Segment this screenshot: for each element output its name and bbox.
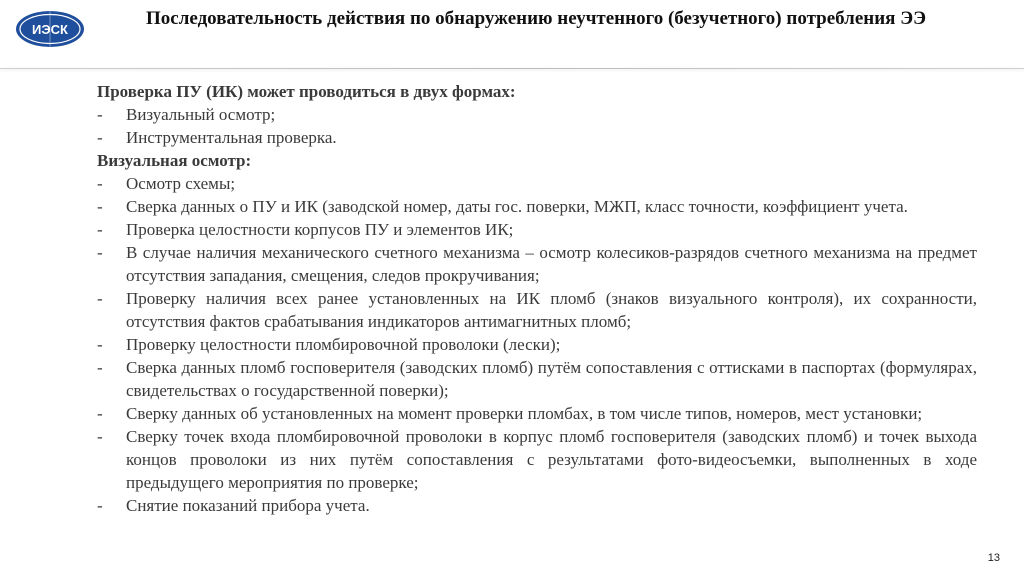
list-item: - Проверку наличия всех ранее установленных на ИК пломб (знаков визуального контроля), их сохранности, отсутствия фактов срабатывания индикаторов антимагнитных пломб;: [97, 289, 977, 331]
list-item: - Инструментальная проверка.: [97, 128, 337, 147]
list-item: - В случае наличия механического счетного механизма – осмотр колесиков-разрядов счетного механизма на предмет отсутствия западания, смещения, следов прокручивания;: [97, 243, 977, 285]
page-number: 13: [987, 552, 1000, 564]
list-item: - Проверка целостности корпусов ПУ и элементов ИК;: [97, 220, 514, 239]
list-item: - Снятие показаний прибора учета.: [97, 496, 370, 515]
list-item: - Сверку точек входа пломбировочной проволоки в корпус пломб госповерителя (заводских пломб) и точек выхода концов проволоки из них путём сопоставления с результатами фото-видеосъемки, выполненных в ходе предыдущего мероприятия по проверке;: [97, 427, 977, 492]
logo-text: ИЭСК: [32, 22, 68, 37]
list-item: - Сверка данных пломб госповерителя (заводских пломб) путём сопоставления с оттисками в паспортах (формулярах, свидетельствах о государственной поверки);: [97, 358, 977, 400]
slide-title: Последовательность действия по обнаружению неучтенного (безучетного) потребления ЭЭ: [146, 8, 926, 29]
list-item: - Проверку целостности пломбировочной проволоки (лески);: [97, 335, 561, 354]
title-divider: [0, 68, 1024, 69]
list-item: - Сверку данных об установленных на момент проверки пломбах, в том числе типов, номеров, мест установки;: [97, 404, 923, 423]
list-item: - Осмотр схемы;: [97, 174, 236, 193]
section-heading-forms: Проверка ПУ (ИК) может проводиться в двух формах:: [97, 82, 516, 101]
list-item: - Сверка данных о ПУ и ИК (заводской номер, даты гос. поверки, МЖП, класс точности, коэффициент учета.: [97, 197, 908, 216]
list-item: - Визуальный осмотр;: [97, 105, 276, 124]
slide-content: [97, 80, 977, 517]
company-logo: [14, 9, 86, 49]
section-heading-visual: Визуальная осмотр:: [97, 151, 252, 170]
